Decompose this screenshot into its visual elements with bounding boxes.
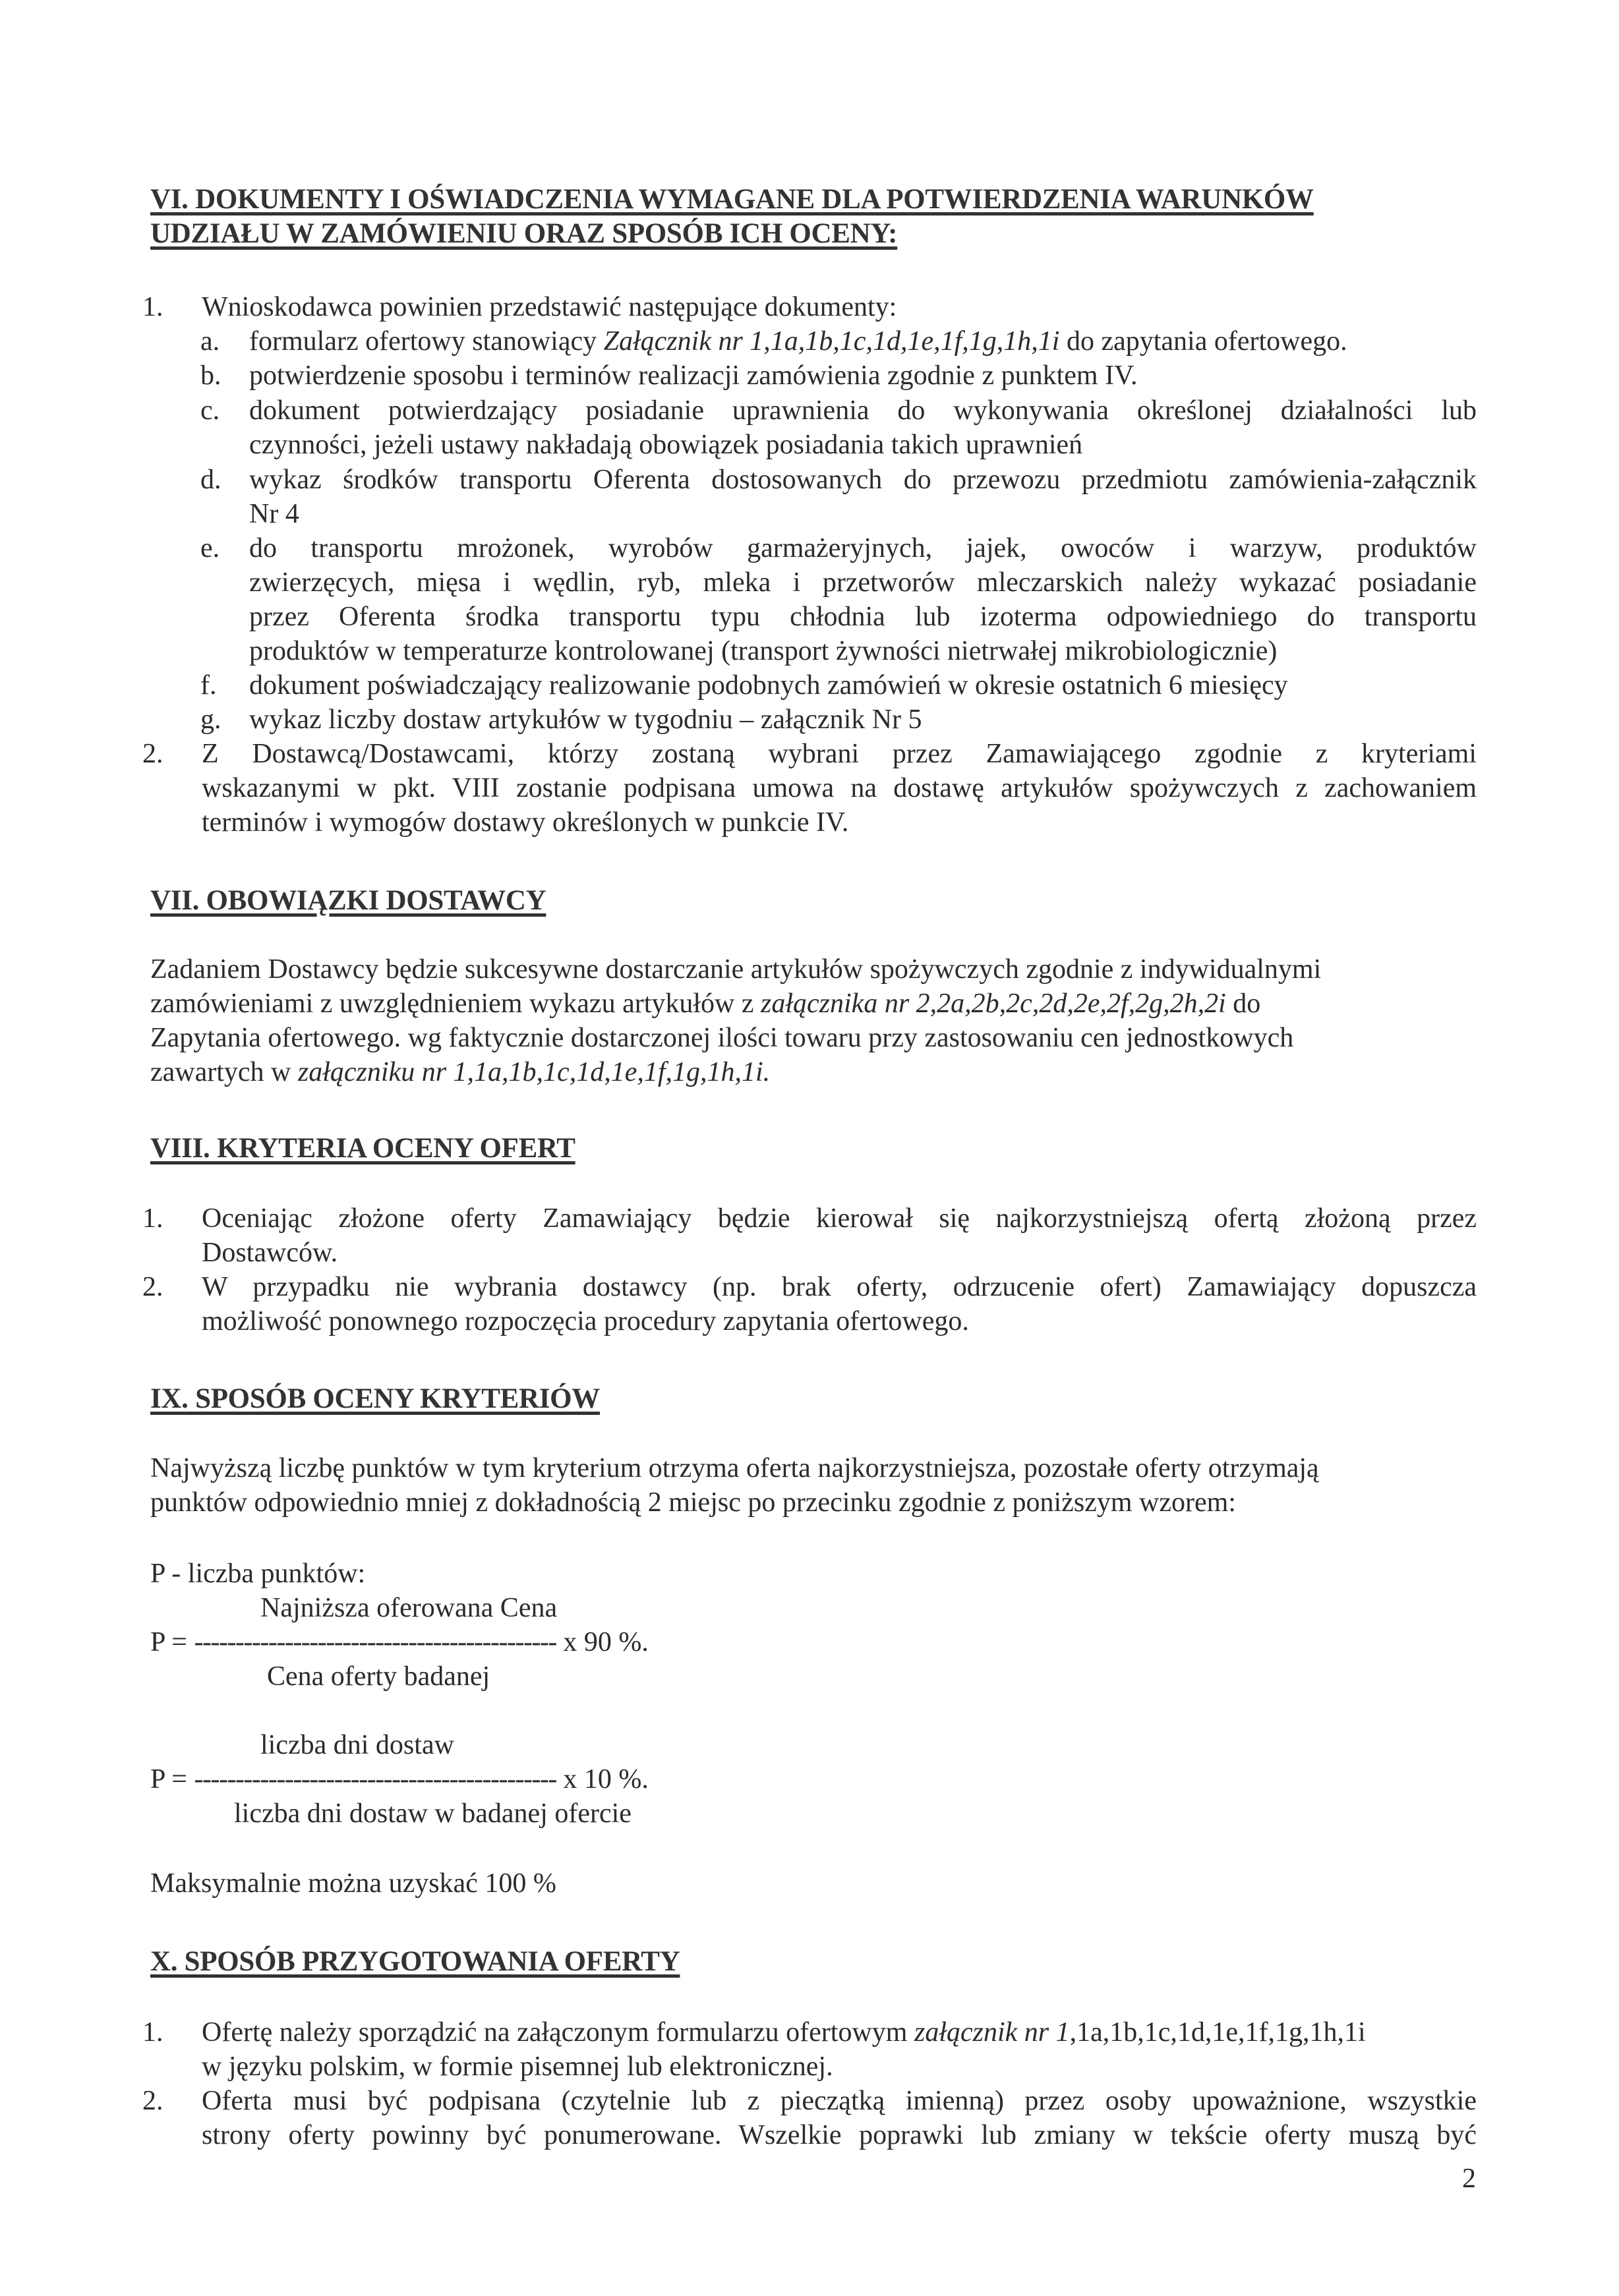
section-x-item2-line2: strony oferty powinny być ponumerowane. Wszelkie poprawki lub zmiany w tekście oferty muszą być: [202, 2120, 1477, 2150]
formula2-line: [150, 1762, 649, 1796]
text: zamówieniami z uwzględnieniem wykazu artykułów z: [150, 989, 761, 1019]
section-viii-item1-line2: Dostawców.: [202, 1238, 338, 1268]
list-number: 1.: [142, 292, 163, 322]
list-number: 1.: [142, 1203, 163, 1234]
text: ,1a,1b,1c,1d,1e,1f,1g,1h,1i: [1069, 2017, 1366, 2048]
sublist-letter: g.: [200, 704, 221, 735]
sublist-item-c-line1: dokument potwierdzający posiadanie uprawnienia do wykonywania określonej działalności lub: [249, 395, 1477, 426]
sublist-item-e-line1: do transportu mrożonek, wyrobów garmażeryjnych, jajek, owoców i warzyw, produktów: [249, 533, 1477, 563]
section-x-item2-line1: Oferta musi być podpisana (czytelnie lub z pieczątką imienną) przez osoby upoważnione, wszystkie: [202, 2086, 1477, 2116]
sublist-item-a: [249, 324, 1347, 359]
section-ix-line1: Najwyższą liczbę punktów w tym kryterium otrzyma oferta najkorzystniejsza, pozostałe oferty otrzymają: [150, 1453, 1319, 1483]
formula-factor: x 10 %.: [556, 1764, 649, 1794]
section-vii-heading: VII. OBOWIĄZKI DOSTAWCY: [150, 885, 546, 916]
sublist-letter: f.: [200, 670, 217, 701]
list-number: 2.: [142, 2086, 163, 2116]
section-vii-line1: Zadaniem Dostawcy będzie sukcesywne dostarczanie artykułów spożywczych zgodnie z indywidualnymi: [150, 954, 1322, 985]
section-viii-heading: VIII. KRYTERIA OCENY OFERT: [150, 1133, 575, 1164]
text: formularz ofertowy stanowiący: [249, 326, 604, 357]
section-vi-heading-line2: UDZIAŁU W ZAMÓWIENIU ORAZ SPOSÓB ICH OCENY:: [150, 218, 898, 249]
section-vii-line2: [150, 987, 1260, 1021]
sublist-letter: d.: [200, 465, 221, 495]
section-viii-item2-line2: możliwość ponownego rozpoczęcia procedury zapytania ofertowego.: [202, 1306, 969, 1336]
formula1-numerator: Najniższa oferowana Cena: [260, 1593, 558, 1623]
list-item-2-line1: Z Dostawcą/Dostawcami, którzy zostaną wybrani przez Zamawiającego zgodnie z kryteriami: [202, 739, 1477, 769]
section-x-heading: X. SPOSÓB PRZYGOTOWANIA OFERTY: [150, 1946, 680, 1977]
text: do: [1225, 989, 1261, 1019]
sublist-item-d-line2: Nr 4: [249, 499, 299, 529]
sublist-letter: e.: [200, 533, 220, 563]
section-vii-line3: Zapytania ofertowego. wg faktycznie dostarczonej ilości towaru przy zastosowaniu cen jednostkowych: [150, 1023, 1294, 1053]
sublist-letter: c.: [200, 395, 220, 426]
formula2-numerator: liczba dni dostaw: [260, 1730, 454, 1760]
italic-reference: załączniku nr 1,1a,1b,1c,1d,1e,1f,1g,1h,1i.: [297, 1057, 771, 1087]
list-item-2-line3: terminów i wymogów dostawy określonych w punkcie IV.: [202, 807, 849, 838]
max-points-text: Maksymalnie można uzyskać 100 %: [150, 1868, 556, 1899]
italic-reference: załącznika nr 2,2a,2b,2c,2d,2e,2f,2g,2h,2i: [761, 989, 1226, 1019]
sublist-item-e-line4: produktów w temperaturze kontrolowanej (transport żywności nietrwałej mikrobiologicznie): [249, 636, 1278, 666]
fraction-bar: --------------------------------------------: [194, 1627, 556, 1657]
sublist-item-g: wykaz liczby dostaw artykułów w tygodniu – załącznik Nr 5: [249, 704, 922, 735]
text: zawartych w: [150, 1057, 298, 1087]
sublist-letter: a.: [200, 326, 220, 357]
section-x-item1-line1: [202, 2015, 1366, 2050]
formula-lhs: P =: [150, 1764, 194, 1794]
fraction-bar: --------------------------------------------: [194, 1764, 556, 1794]
section-ix-heading: IX. SPOSÓB OCENY KRYTERIÓW: [150, 1383, 600, 1414]
sublist-item-b: potwierdzenie sposobu i terminów realizacji zamówienia zgodnie z punktem IV.: [249, 360, 1138, 391]
section-x-item1-line2: w języku polskim, w formie pisemnej lub elektronicznej.: [202, 2052, 833, 2082]
list-item-2-line2: wskazanymi w pkt. VIII zostanie podpisana umowa na dostawę artykułów spożywczych z zachowaniem: [202, 773, 1477, 803]
list-number: 2.: [142, 1272, 163, 1302]
section-ix-line2: punktów odpowiednio mniej z dokładnością 2 miejsc po przecinku zgodnie z poniższym wzorem:: [150, 1487, 1236, 1518]
sublist-letter: b.: [200, 360, 221, 391]
text: Ofertę należy sporządzić na załączonym formularzu ofertowym: [202, 2017, 914, 2048]
list-number: 1.: [142, 2017, 163, 2048]
formula-p-label: P - liczba punktów:: [150, 1559, 366, 1589]
italic-reference: Załącznik nr 1,1a,1b,1c,1d,1e,1f,1g,1h,1i: [603, 326, 1060, 357]
list-item-text: Wnioskodawca powinien przedstawić następujące dokumenty:: [202, 292, 897, 322]
section-viii-item2-line1: W przypadku nie wybrania dostawcy (np. brak oferty, odrzucenie ofert) Zamawiający dopuszcza: [202, 1272, 1477, 1302]
sublist-item-e-line2: zwierzęcych, mięsa i wędlin, ryb, mleka i przetworów mleczarskich należy wykazać posiadanie: [249, 567, 1477, 598]
list-number: 2.: [142, 739, 163, 769]
text: do zapytania ofertowego.: [1059, 326, 1347, 357]
page-number: 2: [1462, 2164, 1476, 2194]
formula-lhs: P =: [150, 1627, 194, 1657]
sublist-item-c-line2: czynności, jeżeli ustawy nakładają obowiązek posiadania takich uprawnień: [249, 430, 1083, 460]
sublist-item-d-line1: wykaz środków transportu Oferenta dostosowanych do przewozu przedmiotu zamówienia-załącznik: [249, 465, 1477, 495]
sublist-item-f: dokument poświadczający realizowanie podobnych zamówień w okresie ostatnich 6 miesięcy: [249, 670, 1288, 701]
formula1-denominator: Cena oferty badanej: [267, 1661, 490, 1692]
italic-reference: załącznik nr 1: [914, 2017, 1070, 2048]
sublist-item-e-line3: przez Oferenta środka transportu typu chłodnia lub izoterma odpowiedniego do transportu: [249, 602, 1477, 632]
section-vi-heading-line1: VI. DOKUMENTY I OŚWIADCZENIA WYMAGANE DLA POTWIERDZENIA WARUNKÓW: [150, 184, 1314, 215]
formula2-denominator: liczba dni dostaw w badanej ofercie: [234, 1798, 632, 1829]
section-viii-item1-line1: Oceniając złożone oferty Zamawiający będzie kierował się najkorzystniejszą ofertą złożoną przez: [202, 1203, 1477, 1234]
section-vii-line4: [150, 1055, 770, 1089]
formula-factor: x 90 %.: [556, 1627, 649, 1657]
formula1-line: [150, 1625, 649, 1659]
